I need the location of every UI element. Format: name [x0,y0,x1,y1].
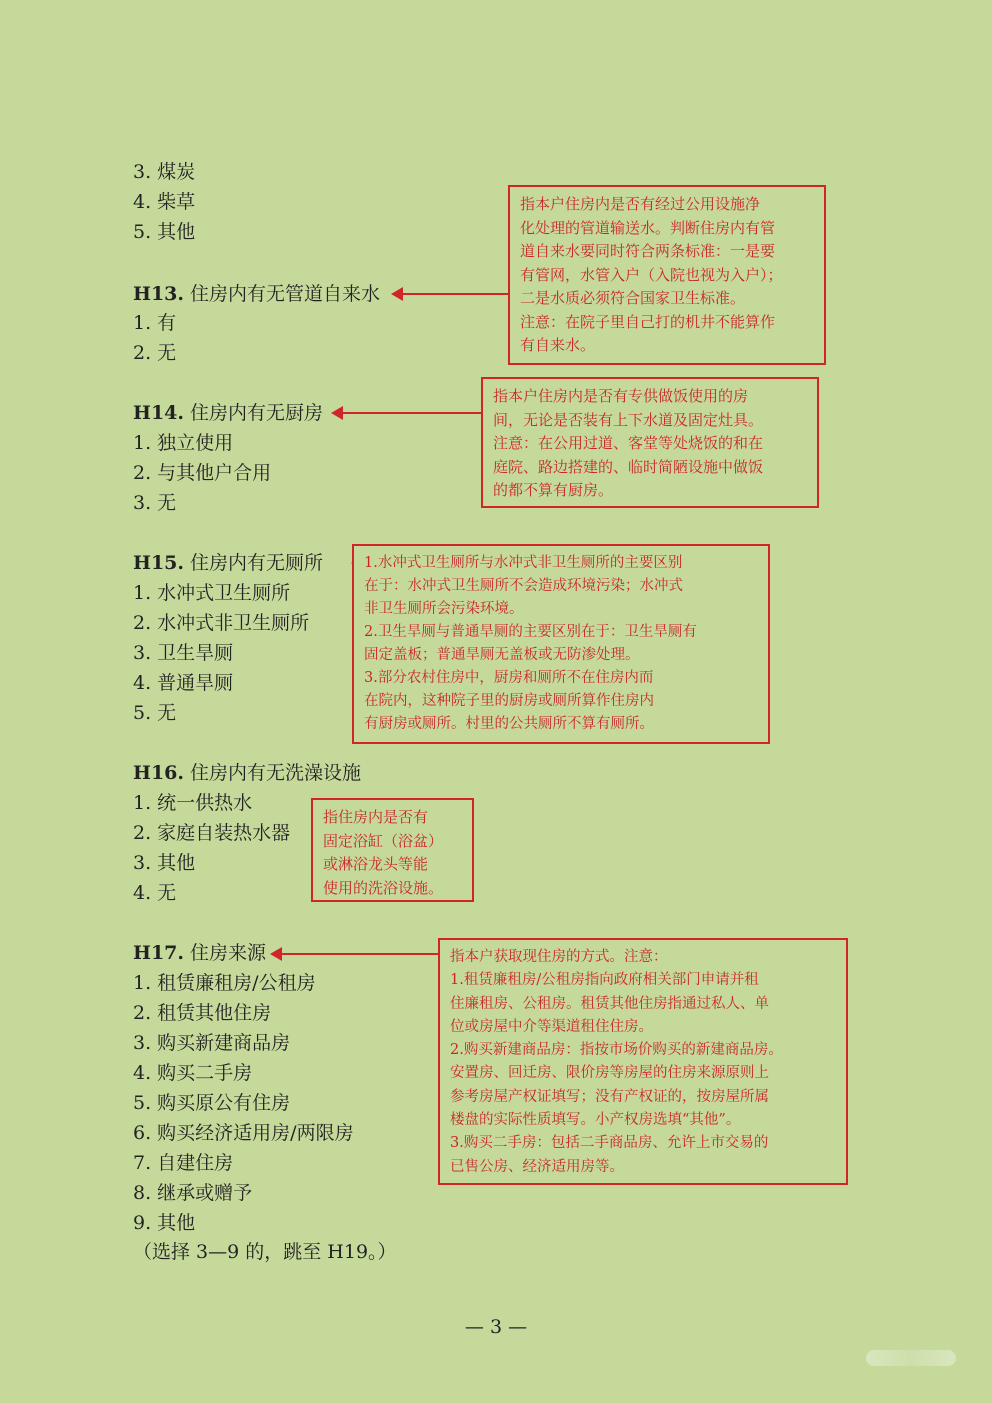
option: 5. 无 [133,702,177,724]
option: 9. 其他 [133,1212,196,1234]
option: 2. 租赁其他住房 [133,1002,272,1024]
option: 2. 与其他户合用 [133,462,272,484]
option: 4. 购买二手房 [133,1062,253,1084]
option: 3. 其他 [133,852,196,874]
watermark [866,1350,956,1366]
option: 2. 家庭自装热水器 [133,822,291,844]
option: 7. 自建住房 [133,1152,234,1174]
question-h13: H13. 住房内有无管道自来水 [133,283,381,305]
option: 3. 购买新建商品房 [133,1032,291,1054]
option: 1. 统一供热水 [133,792,253,814]
note-h14: 指本户住房内是否有专供做饭使用的房 间，无论是否装有上下水道及固定灶具。 注意：在公用过道、客堂等处烧饭的和在 庭院、路边搭建的、临时简陋设施中做饭 的都不算有厨房。 [481,377,819,508]
list-item: 5. 其他 [133,221,196,243]
question-h17: H17. 住房来源 [133,942,267,964]
option: 2. 水冲式非卫生厕所 [133,612,310,634]
question-h14: H14. 住房内有无厨房 [133,402,324,424]
option: 6. 购买经济适用房/两限房 [133,1122,354,1144]
option: 1. 租赁廉租房/公租房 [133,972,316,994]
skip-instruction: （选择 3—9 的，跳至 H19。） [133,1241,397,1263]
note-h17: 指本户获取现住房的方式。注意： 1.租赁廉租房/公租房指向政府相关部门申请并租 住廉租房、公租房。租赁其他住房指通过私人、单 位或房屋中介等渠道租住住房。 2.购买新建商品房：指按市场价购买的新建商品房。 安置房、回迁房、限价房等房屋的住房来源原则上 参考房屋产权证填写；没有产权证的，按房屋所属 楼盘的实际性质填写。小产权房选填“其他”。 3.购买二手房：包括二手商品房、允许上市交易的 已售公房、经济适用房等。 [438,938,848,1185]
arrow-icon [333,412,483,414]
option: 1. 有 [133,312,177,334]
note-h16: 指住房内是否有 固定浴缸（浴盆） 或淋浴龙头等能 使用的洗浴设施。 [311,798,474,902]
option: 8. 继承或赠予 [133,1182,253,1204]
list-item: 4. 柴草 [133,191,196,213]
option: 1. 水冲式卫生厕所 [133,582,291,604]
question-h16: H16. 住房内有无洗澡设施 [133,762,362,784]
option: 3. 卫生旱厕 [133,642,234,664]
option: 1. 独立使用 [133,432,234,454]
option: 4. 无 [133,882,177,904]
option: 3. 无 [133,492,177,514]
arrow-icon [272,953,440,955]
option: 5. 购买原公有住房 [133,1092,291,1114]
option: 4. 普通旱厕 [133,672,234,694]
page-number: — 3 — [464,1316,528,1338]
arrow-icon [393,293,510,295]
option: 2. 无 [133,342,177,364]
note-h15: 1.水冲式卫生厕所与水冲式非卫生厕所的主要区别 在于：水冲式卫生厕所不会造成环境污染；水冲式 非卫生厕所会污染环境。 2.卫生旱厕与普通旱厕的主要区别在于：卫生旱厕有 固定盖板；普通旱厕无盖板或无防渗处理。 3.部分农村住房中，厨房和厕所不在住房内而 在院内，这种院子里的厨房或厕所算作住房内 有厨房或厕所。村里的公共厕所不算有厕所。 [352,544,770,744]
list-item: 3. 煤炭 [133,161,196,183]
question-h15: H15. 住房内有无厕所 [133,552,324,574]
note-h13: 指本户住房内是否有经过公用设施净 化处理的管道输送水。判断住房内有管 道自来水要同时符合两条标准：一是要 有管网，水管入户（入院也视为入户）； 二是水质必须符合国家卫生标准。 注意：在院子里自己打的机井不能算作 有自来水。 [508,185,826,365]
